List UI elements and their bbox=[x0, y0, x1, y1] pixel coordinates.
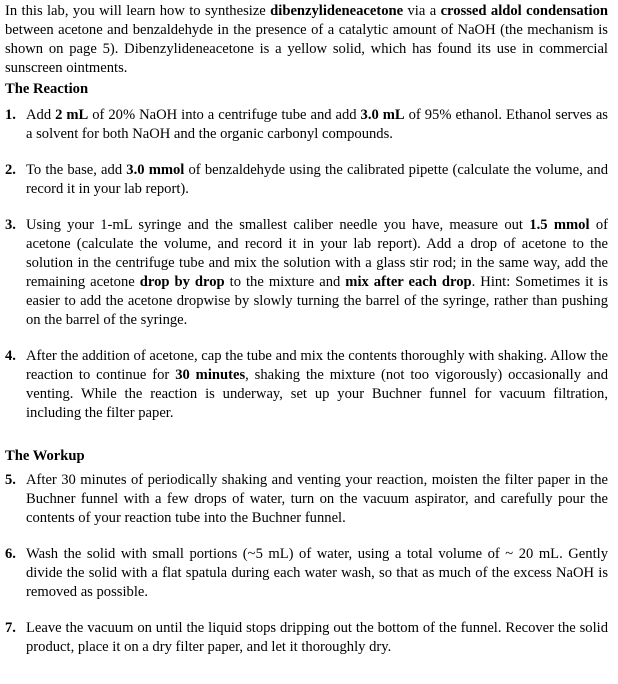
step-number: 2. bbox=[5, 162, 16, 178]
step-7: 7. Leave the vacuum on until the liquid stops dripping out the bottom of the funnel. Recover the solid product, place it on a dry filter paper, and let it thoroughly dry. bbox=[5, 620, 608, 655]
step-number: 3. bbox=[5, 217, 16, 233]
step-2: 2. To the base, add 3.0 mmol of benzaldehyde using the calibrated pipette (calculate the volume, and record it in your lab report). bbox=[5, 162, 608, 197]
section-title-reaction: The Reaction bbox=[5, 81, 89, 97]
step-number: 5. bbox=[5, 472, 16, 488]
step-number: 7. bbox=[5, 620, 16, 636]
step-number: 1. bbox=[5, 107, 16, 123]
reaction-type: crossed aldol condensation bbox=[440, 3, 608, 19]
step-4: 4. After the addition of acetone, cap the tube and mix the contents thoroughly with shaking. Allow the reaction to continue for 30 minutes, shaking the mixture (not too vigorously) occasionally and venting. While the reaction is underway, set up your Buchner funnel for vacuum filtration, including the filter paper. bbox=[5, 348, 608, 421]
step-number: 6. bbox=[5, 546, 16, 562]
step-number: 4. bbox=[5, 348, 16, 364]
step-1: 1. Add 2 mL of 20% NaOH into a centrifuge tube and add 3.0 mL of 95% ethanol. Ethanol serves as a solvent for both NaOH and the organic carbonyl compounds. bbox=[5, 107, 608, 142]
intro-paragraph: In this lab, you will learn how to synthesize dibenzylideneacetone via a crossed aldol condensation between acetone and benzaldehyde in the presence of a catalytic amount of NaOH (the mechanism is shown on page 5). Dibenzylideneacetone is a yellow solid, which has found its use in commercial sunscreen ointments. bbox=[5, 3, 608, 76]
step-3: 3. Using your 1-mL syringe and the smallest caliber needle you have, measure out 1.5 mmol of acetone (calculate the volume, and record it in your lab report). Add a drop of acetone to the solution in the centrifuge tube and mix the solution with a glass stir rod; in the same way, add the remaining acetone drop by drop to the mixture and mix after each drop. Hint: Sometimes it is easier to add the acetone dropwise by slowly turning the barrel of the syringe, rather than pushing on the barrel of the syringe. bbox=[5, 217, 608, 328]
compound-name: dibenzylideneacetone bbox=[270, 3, 404, 19]
step-6: 6. Wash the solid with small portions (~5 mL) of water, using a total volume of ~ 20 mL. Gently divide the solid with a flat spatula during each water wash, so that as much of the excess NaOH is removed as possible. bbox=[5, 546, 608, 600]
section-title-workup: The Workup bbox=[5, 448, 85, 464]
step-5: 5. After 30 minutes of periodically shaking and venting your reaction, moisten the filter paper in the Buchner funnel with a few drops of water, turn on the vacuum aspirator, and carefully pour the contents of your reaction tube into the Buchner funnel. bbox=[5, 472, 608, 526]
